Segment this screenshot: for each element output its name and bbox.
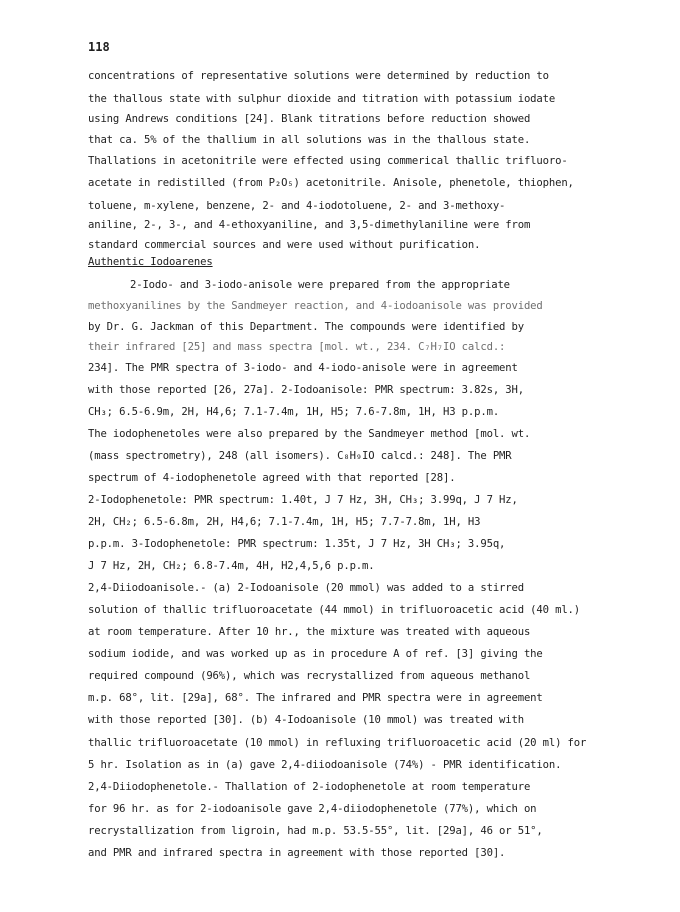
text-line: concentrations of representative solutions were determined by reduction to	[88, 70, 549, 82]
section-heading: Authentic Iodoarenes	[88, 256, 213, 268]
text-line: (mass spectrometry), 248 (all isomers). C₈H₉IO calcd.: 248]. The PMR	[88, 450, 512, 462]
text-line: with those reported [26, 27a]. 2-Iodoanisole: PMR spectrum: 3.82s, 3H,	[88, 384, 524, 396]
text-line: that ca. 5% of the thallium in all solutions was in the thallous state.	[88, 134, 531, 146]
text-line: Thallations in acetonitrile were effected using commerical thallic trifluoro-	[88, 155, 568, 167]
text-line: for 96 hr. as for 2-iodoanisole gave 2,4-diiodophenetole (77%), which on	[88, 803, 537, 815]
text-line: thallic trifluoroacetate (10 mmol) in refluxing trifluoroacetic acid (20 ml) for	[88, 737, 587, 749]
text-line: recrystallization from ligroin, had m.p. 53.5-55°, lit. [29a], 46 or 51°,	[88, 825, 543, 837]
text-line: 2-Iodophenetole: PMR spectrum: 1.40t, J 7 Hz, 3H, CH₃; 3.99q, J 7 Hz,	[88, 494, 518, 506]
text-line: 234]. The PMR spectra of 3-iodo- and 4-iodo-anisole were in agreement	[88, 362, 518, 374]
text-line: 2H, CH₂; 6.5-6.8m, 2H, H4,6; 7.1-7.4m, 1H, H5; 7.7-7.8m, 1H, H3	[88, 516, 481, 528]
text-line: the thallous state with sulphur dioxide and titration with potassium iodate	[88, 93, 556, 105]
text-line: methoxyanilines by the Sandmeyer reaction, and 4-iodoanisole was provided	[88, 300, 543, 312]
text-line: with those reported [30]. (b) 4-Iodoanisole (10 mmol) was treated with	[88, 714, 524, 726]
text-line: at room temperature. After 10 hr., the mixture was treated with aqueous	[88, 626, 531, 638]
text-line: 2,4-Diiodoanisole.- (a) 2-Iodoanisole (20 mmol) was added to a stirred	[88, 582, 524, 594]
text-line: p.p.m. 3-Iodophenetole: PMR spectrum: 1.35t, J 7 Hz, 3H CH₃; 3.95q,	[88, 538, 506, 550]
text-line: m.p. 68°, lit. [29a], 68°. The infrared and PMR spectra were in agreement	[88, 692, 543, 704]
text-line: sodium iodide, and was worked up as in procedure A of ref. [3] giving the	[88, 648, 543, 660]
text-line: solution of thallic trifluoroacetate (44 mmol) in trifluoroacetic acid (40 ml.)	[88, 604, 581, 616]
text-line: toluene, m-xylene, benzene, 2- and 4-iodotoluene, 2- and 3-methoxy-	[88, 200, 506, 212]
text-line: 2-Iodo- and 3-iodo-anisole were prepared from the appropriate	[130, 279, 510, 291]
text-line: by Dr. G. Jackman of this Department. The compounds were identified by	[88, 321, 524, 333]
text-line: using Andrews conditions [24]. Blank titrations before reduction showed	[88, 113, 531, 125]
text-line: J 7 Hz, 2H, CH₂; 6.8-7.4m, 4H, H2,4,5,6 p.p.m.	[88, 560, 375, 572]
text-line: acetate in redistilled (from P₂O₅) acetonitrile. Anisole, phenetole, thiophen,	[88, 177, 574, 189]
text-line: CH₃; 6.5-6.9m, 2H, H4,6; 7.1-7.4m, 1H, H5; 7.6-7.8m, 1H, H3 p.p.m.	[88, 406, 500, 418]
text-line: The iodophenetoles were also prepared by the Sandmeyer method [mol. wt.	[88, 428, 531, 440]
text-line: 2,4-Diiodophenetole.- Thallation of 2-iodophenetole at room temperature	[88, 781, 531, 793]
text-line: standard commercial sources and were used without purification.	[88, 239, 481, 251]
text-line: required compound (96%), which was recrystallized from aqueous methanol	[88, 670, 531, 682]
page-number: 118	[88, 40, 110, 54]
text-line: 5 hr. Isolation as in (a) gave 2,4-diiodoanisole (74%) - PMR identification.	[88, 759, 562, 771]
text-line: aniline, 2-, 3-, and 4-ethoxyaniline, and 3,5-dimethylaniline were from	[88, 219, 531, 231]
text-line: and PMR and infrared spectra in agreement with those reported [30].	[88, 847, 506, 859]
text-line: spectrum of 4-iodophenetole agreed with that reported [28].	[88, 472, 456, 484]
text-line: their infrared [25] and mass spectra [mol. wt., 234. C₇H₇IO calcd.:	[88, 341, 506, 353]
